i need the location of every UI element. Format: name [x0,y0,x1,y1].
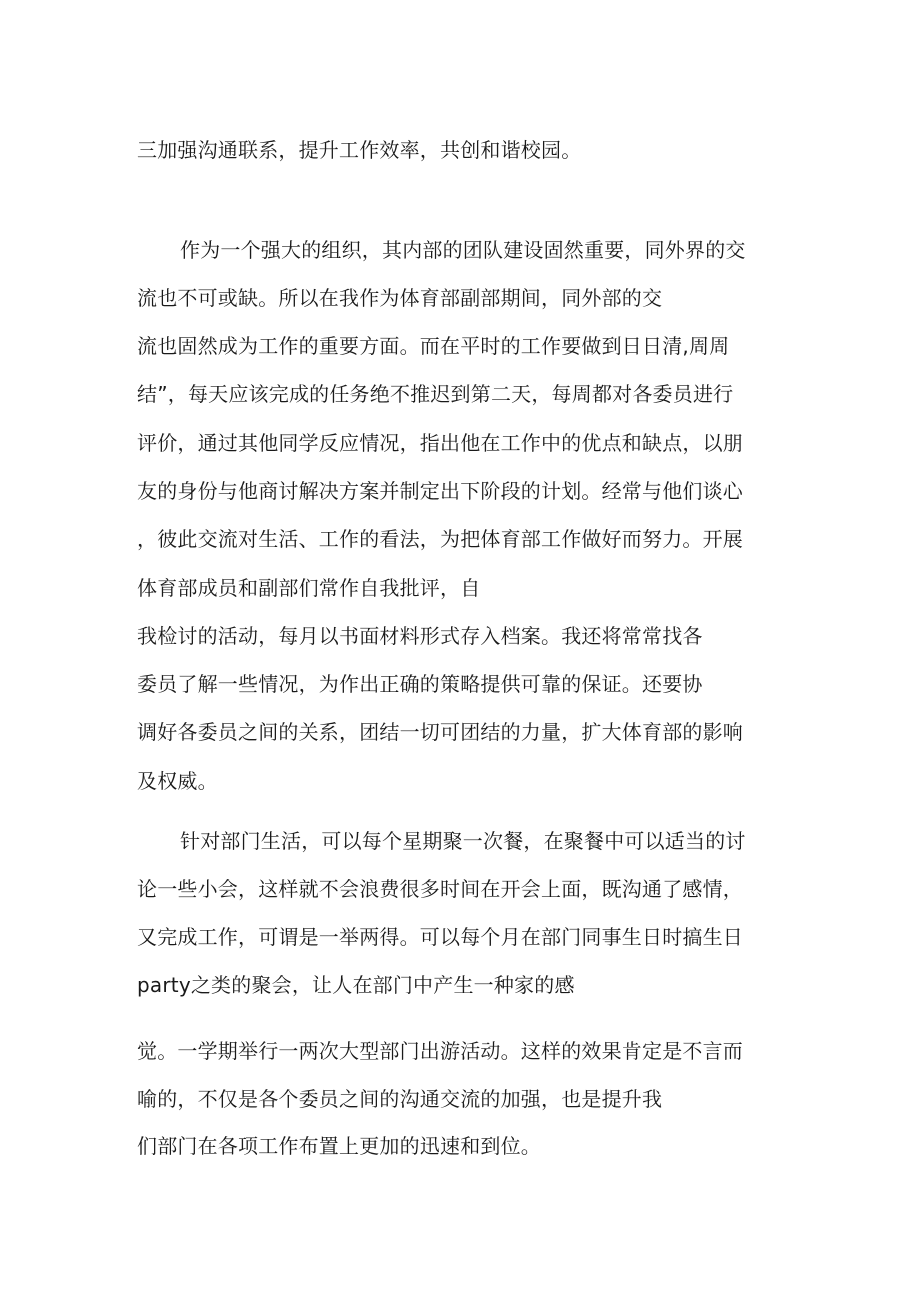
paragraph-2-line: party之类的聚会，让人在部门中产生一种家的感 [137,973,575,997]
paragraph-1-line: 及权威。 [137,769,218,793]
paragraph-1-line: 作为一个强大的组织，其内部的团队建设固然重要，同外界的交 [180,238,746,262]
paragraph-2-line: 觉。一学期举行一两次大型部门出游活动。这样的效果肯定是不言而 [137,1039,743,1063]
section-heading: 三加强沟通联系，提升工作效率，共创和谐校园。 [137,138,582,162]
paragraph-2-line: 针对部门生活，可以每个星期聚一次餐，在聚餐中可以适当的讨 [180,829,746,853]
paragraph-2-line: 们部门在各项工作布置上更加的迅速和到位。 [137,1134,541,1158]
paragraph-1-line: 流也固然成为工作的重要方面。而在平时的工作要做到日日清,周周 [137,334,730,358]
paragraph-1-line: 委员了解一些情况，为作出正确的策略提供可靠的保证。还要协 [137,672,703,696]
paragraph-2-line: 喻的，不仅是各个委员之间的沟通交流的加强，也是提升我 [137,1087,663,1111]
paragraph-1-line: 友的身份与他商讨解决方案并制定出下阶段的计划。经常与他们谈心 [137,479,743,503]
paragraph-1-line: 流也不可或缺。所以在我作为体育部副部期间，同外部的交 [137,286,663,310]
paragraph-1-line: ，彼此交流对生活、工作的看法，为把体育部工作做好而努力。开展 [137,527,743,551]
paragraph-2-line: 又完成工作，可谓是一举两得。可以每个月在部门同事生日时搞生日 [137,925,743,949]
paragraph-1-line: 体育部成员和副部们常作自我批评，自 [137,576,481,600]
paragraph-1-line: 调好各委员之间的关系，团结一切可团结的力量，扩大体育部的影响 [137,720,743,744]
paragraph-2-line: 论一些小会，这样就不会浪费很多时间在开会上面，既沟通了感情， [137,877,743,901]
paragraph-1-line: 结”，每天应该完成的任务绝不推迟到第二天，每周都对各委员进行 [137,382,734,406]
paragraph-1-line: 评价，通过其他同学反应情况，指出他在工作中的优点和缺点，以朋 [137,431,743,455]
paragraph-1-line: 我检讨的活动，每月以书面材料形式存入档案。我还将常常找各 [137,624,703,648]
